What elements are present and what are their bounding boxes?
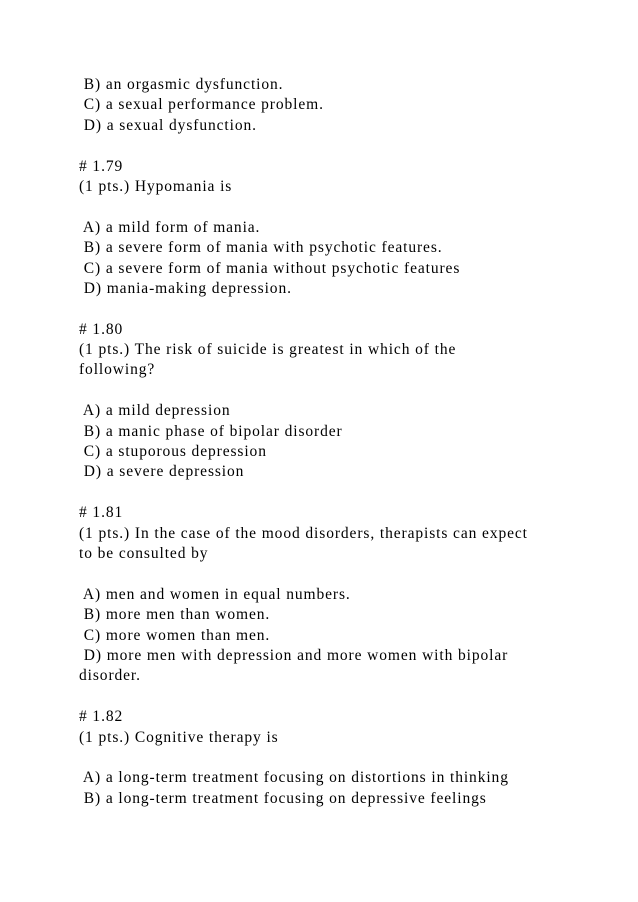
answer-option: C) more women than men. (79, 626, 271, 644)
blank-line (79, 687, 579, 707)
answer-option: B) a long-term treatment focusing on depressive feelings (79, 789, 487, 807)
question-text: (1 pts.) The risk of suicide is greatest in which of the (79, 341, 457, 359)
document-text (79, 75, 579, 809)
answer-option: A) a mild form of mania. (79, 218, 261, 236)
answer-option: C) a severe form of mania without psychotic features (79, 259, 461, 277)
question-number: # 1.82 (79, 708, 124, 726)
question-text: (1 pts.) Cognitive therapy is (79, 728, 279, 746)
blank-line (79, 381, 579, 401)
blank-line (79, 136, 579, 156)
blank-line (79, 748, 579, 768)
answer-option: D) mania-making depression. (79, 279, 292, 297)
question-text: (1 pts.) Hypomania is (79, 177, 233, 195)
answer-option: B) an orgasmic dysfunction. (79, 76, 284, 93)
question-text: following? (79, 361, 156, 379)
answer-option: B) a severe form of mania with psychotic features. (79, 239, 443, 257)
answer-option: D) a sexual dysfunction. (79, 116, 257, 134)
answer-option: B) more men than women. (79, 606, 271, 624)
answer-option: B) a manic phase of bipolar disorder (79, 422, 343, 440)
question-number: # 1.80 (79, 320, 124, 338)
answer-option: A) men and women in equal numbers. (79, 585, 351, 603)
question-text: to be consulted by (79, 544, 209, 562)
answer-option: D) more men with depression and more women with bipolar (79, 646, 509, 664)
answer-option: C) a sexual performance problem. (79, 96, 324, 114)
question-number: # 1.79 (79, 157, 124, 175)
answer-option: C) a stuporous depression (79, 443, 267, 461)
answer-option: disorder. (79, 667, 141, 685)
answer-option: A) a mild depression (79, 402, 231, 420)
blank-line (79, 483, 579, 503)
question-number: # 1.81 (79, 504, 124, 522)
blank-line (79, 564, 579, 584)
answer-option: A) a long-term treatment focusing on distortions in thinking (79, 769, 509, 787)
blank-line (79, 197, 579, 217)
answer-option: D) a severe depression (79, 463, 245, 481)
question-text: (1 pts.) In the case of the mood disorders, therapists can expect (79, 524, 528, 542)
blank-line (79, 299, 579, 319)
